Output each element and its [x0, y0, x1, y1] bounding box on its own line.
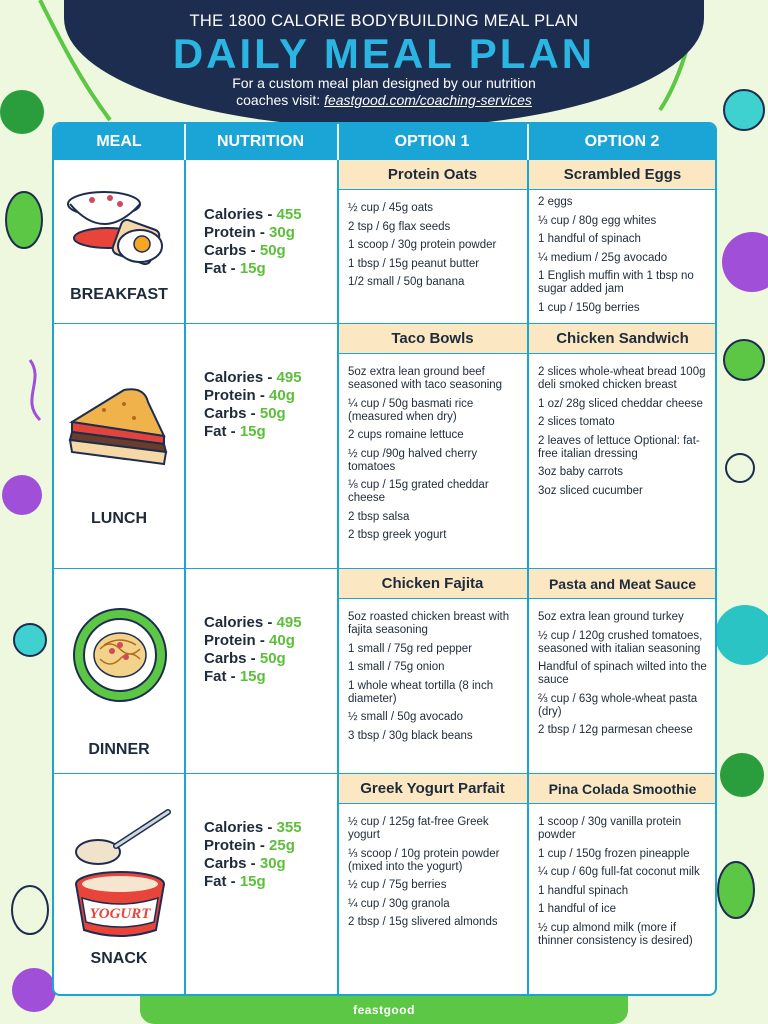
list-item: Handful of spinach wilted into the sauce — [538, 661, 707, 686]
list-item: ⅓ scoop / 10g protein powder (mixed into the yogurt) — [348, 847, 500, 873]
berry-icon — [722, 232, 768, 292]
list-item: ¼ cup / 50g basmati rice (measured when dry) — [348, 397, 474, 423]
carbs-label: Carbs - — [204, 855, 260, 872]
list-item: 1 handful of spinach — [538, 233, 641, 245]
list-item: ⅔ cup / 63g whole-wheat pasta (dry) — [538, 692, 698, 718]
list-item: 1 tbsp / 15g peanut butter — [348, 257, 480, 270]
option-1-items — [348, 202, 523, 295]
list-item: 2 slices whole-wheat bread 100g deli smoked chicken breast — [538, 366, 706, 391]
list-item: ¼ cup / 60g full-fat coconut milk — [538, 866, 700, 878]
carbs-label: Carbs - — [204, 242, 260, 259]
list-item: ½ cup / 45g oats — [348, 202, 434, 214]
list-item: 1 handful of ice — [538, 903, 617, 915]
calories-label: Calories - — [204, 206, 277, 223]
meal-name-dinner: DINNER — [88, 741, 150, 758]
meal-cell — [54, 324, 184, 568]
carbs-value: 50g — [259, 650, 286, 667]
calories-value: 495 — [276, 614, 302, 631]
protein-label: Protein - — [204, 632, 270, 649]
option-2-title: Pasta and Meat Sauce — [528, 569, 717, 599]
grape-icon — [715, 605, 768, 665]
broccoli-icon-left — [14, 624, 46, 656]
list-item: 1 whole wheat tortilla (8 inch diameter) — [348, 679, 494, 705]
option-1-title: Protein Oats — [338, 160, 527, 190]
list-item: 1 cup / 150g frozen pineapple — [538, 847, 690, 860]
table-row-lunch — [54, 323, 715, 568]
subtitle-line-2 — [64, 92, 704, 108]
option-2-title: Scrambled Eggs — [528, 160, 717, 190]
carbs-label: Carbs - — [204, 650, 260, 667]
carbs-value: 30g — [259, 855, 286, 872]
list-item: 2 tbsp salsa — [348, 510, 410, 523]
subtitle-prefix: coaches visit: — [236, 92, 325, 108]
subtitle-line-1: For a custom meal plan designed by our nutrition — [232, 75, 536, 91]
carbs-value: 50g — [259, 242, 286, 259]
table-row-breakfast — [54, 160, 715, 323]
table-header — [54, 124, 715, 160]
footer-bar — [160, 996, 608, 1024]
list-item: 1 small / 75g onion — [348, 661, 445, 673]
fat-value: 15g — [239, 873, 266, 890]
option-2-title: Pina Colada Smoothie — [528, 774, 717, 804]
option-2-title: Chicken Sandwich — [528, 324, 717, 354]
nutrition-lunch — [204, 369, 302, 441]
list-item: ⅓ cup / 80g egg whites — [538, 214, 657, 227]
herb-icon — [726, 454, 754, 482]
nutrition-breakfast — [204, 206, 302, 278]
fat-label: Fat - — [204, 260, 240, 277]
table-row-dinner — [54, 568, 715, 773]
list-item: 1 cup / 150g berries — [538, 301, 640, 314]
fat-value: 15g — [239, 668, 266, 685]
list-item: 2 leaves of lettuce Optional: fat-free italian dressing — [538, 434, 700, 460]
list-item: 1 oz/ 28g sliced cheddar cheese — [538, 397, 703, 410]
list-item: 2 tbsp greek yogurt — [348, 529, 447, 541]
nutrition-dinner — [204, 614, 302, 686]
sandwich-icon — [64, 382, 176, 472]
list-item: ½ cup / 125g fat-free Greek yogurt — [348, 816, 489, 841]
eggs-toast-bowl-icon — [64, 174, 176, 274]
calories-label: Calories - — [204, 369, 277, 386]
protein-value: 30g — [269, 224, 295, 241]
circle-icon — [724, 90, 764, 130]
list-item: ½ cup / 120g crushed tomatoes, seasoned with italian seasoning — [538, 629, 703, 655]
berry-icon-left — [2, 475, 42, 515]
protein-value: 25g — [269, 837, 295, 854]
protein-label: Protein - — [204, 837, 270, 854]
column-header-meal: MEAL — [96, 133, 142, 150]
list-item: 5oz extra lean ground beef seasoned with taco seasoning — [348, 366, 503, 391]
list-item: 5oz roasted chicken breast with fajita seasoning — [348, 611, 510, 636]
list-item: ½ small / 50g avocado — [348, 711, 464, 723]
list-item: ½ cup /90g halved cherry tomatoes — [348, 447, 478, 473]
page-title: DAILY MEAL PLAN — [172, 30, 596, 77]
column-header-option-2: OPTION 2 — [584, 133, 660, 150]
avocado-icon — [6, 192, 42, 248]
list-item: ½ cup almond milk (more if thinner consistency is desired) — [538, 921, 693, 947]
carbs-label: Carbs - — [204, 405, 260, 422]
option-1-title: Chicken Fajita — [338, 569, 527, 599]
leaf-icon-right — [720, 753, 764, 797]
list-item: 1 small / 75g red pepper — [348, 642, 473, 655]
option-2-items — [538, 611, 714, 743]
list-item: 2 eggs — [538, 196, 573, 208]
option-2-items — [538, 366, 714, 503]
protein-value: 40g — [269, 387, 295, 404]
list-item: 3 tbsp / 30g black beans — [348, 729, 473, 742]
carbs-value: 50g — [259, 405, 286, 422]
calories-value: 455 — [276, 206, 302, 223]
list-item: ¼ medium / 25g avocado — [538, 251, 668, 264]
list-item: 2 tbsp / 12g parmesan cheese — [538, 724, 693, 736]
yogurt-cup-spoon-icon — [64, 806, 176, 946]
list-item: 1 scoop / 30g vanilla protein powder — [538, 816, 682, 841]
option-2-items — [538, 816, 714, 953]
option-1-title: Greek Yogurt Parfait — [338, 774, 527, 804]
meal-cell — [54, 774, 184, 996]
list-item: 5oz extra lean ground turkey — [538, 611, 684, 623]
broccoli-icon — [724, 340, 764, 380]
protein-label: Protein - — [204, 224, 270, 241]
fat-value: 15g — [239, 260, 266, 277]
brand-logo: feastgood — [353, 1003, 415, 1017]
fat-value: 15g — [239, 423, 266, 440]
column-header-option-1: OPTION 1 — [394, 133, 470, 150]
list-item: 1 English muffin with 1 tbsp no sugar added jam — [538, 270, 694, 295]
list-item: 3oz sliced cucumber — [538, 484, 643, 497]
list-item: ⅛ cup / 15g grated cheddar cheese — [348, 479, 489, 504]
list-item: 1/2 small / 50g banana — [348, 276, 465, 288]
fat-label: Fat - — [204, 873, 240, 890]
coaching-link[interactable]: feastgood.com/coaching-services — [324, 92, 532, 108]
footer-cap-left — [140, 996, 160, 1024]
calories-label: Calories - — [204, 614, 277, 631]
pear-icon — [12, 886, 48, 934]
nutrition-snack — [204, 819, 302, 891]
list-item: 1 scoop / 30g protein powder — [348, 239, 497, 251]
protein-label: Protein - — [204, 387, 270, 404]
fat-label: Fat - — [204, 423, 240, 440]
list-item: 2 cups romaine lettuce — [348, 429, 464, 441]
meal-name-lunch: LUNCH — [91, 510, 147, 527]
pasta-plate-icon — [64, 605, 176, 705]
option-1-items — [348, 611, 523, 748]
supertitle: THE 1800 CALORIE BODYBUILDING MEAL PLAN — [189, 12, 579, 30]
option-2-items — [538, 196, 714, 320]
meal-name-snack: SNACK — [90, 950, 148, 967]
list-item: 2 tsp / 6g flax seeds — [348, 220, 451, 233]
list-item: 2 tbsp / 15g slivered almonds — [348, 916, 498, 928]
meal-name-breakfast: BREAKFAST — [70, 286, 168, 303]
table-row-snack — [54, 773, 715, 996]
calories-label: Calories - — [204, 819, 277, 836]
fat-label: Fat - — [204, 668, 240, 685]
meal-cell — [54, 160, 184, 323]
list-item: 1 handful spinach — [538, 884, 629, 897]
list-item: 3oz baby carrots — [538, 466, 624, 478]
column-header-nutrition: NUTRITION — [216, 133, 305, 150]
meal-table — [52, 122, 717, 996]
protein-value: 40g — [269, 632, 295, 649]
option-1-title: Taco Bowls — [338, 324, 527, 354]
list-item: 2 slices tomato — [538, 416, 615, 428]
list-item: ¼ cup / 30g granola — [348, 897, 450, 910]
calories-value: 355 — [276, 819, 302, 836]
meal-cell — [54, 569, 184, 773]
berry-icon-bottom — [12, 968, 56, 1012]
yogurt-logo-text: YOGURT — [89, 906, 151, 922]
list-item: ½ cup / 75g berries — [348, 879, 447, 891]
leaf-icon — [0, 90, 44, 134]
option-1-items — [348, 816, 523, 935]
avocado-icon-right — [718, 862, 754, 918]
calories-value: 495 — [276, 369, 302, 386]
option-1-items — [348, 366, 523, 548]
